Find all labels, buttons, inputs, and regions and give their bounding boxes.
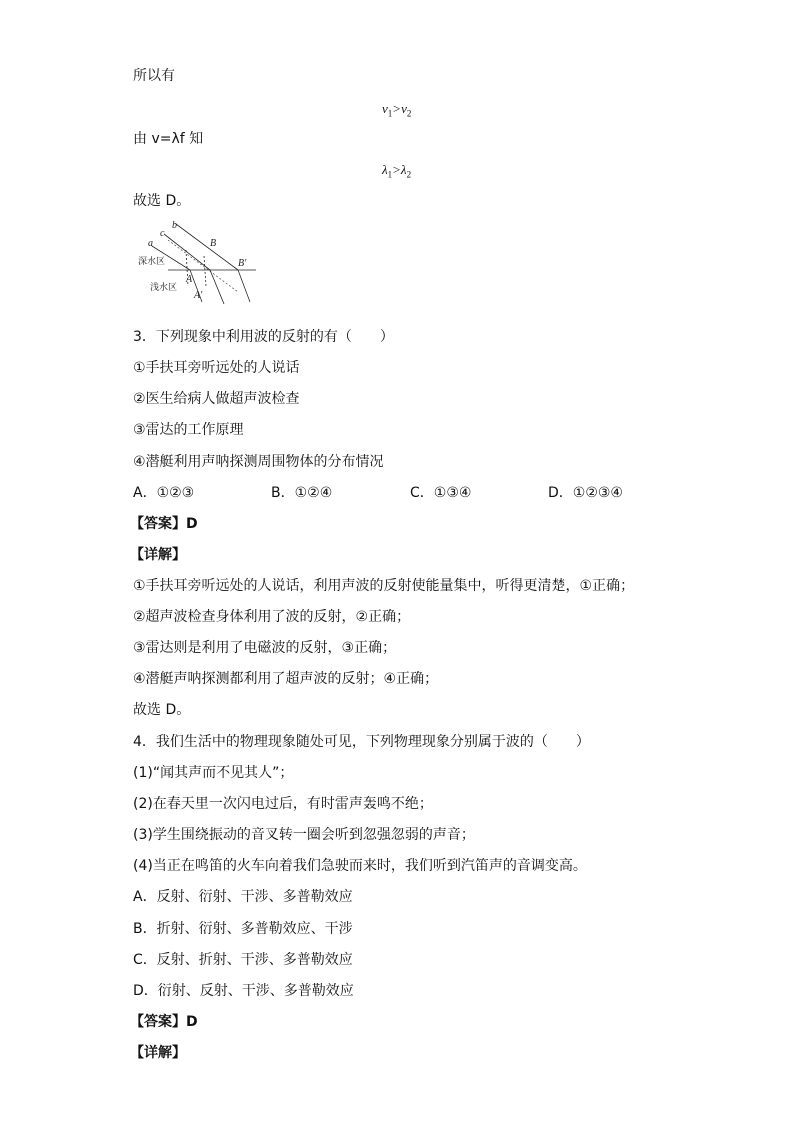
question-3-detail-line: ②超声波检查身体利用了波的反射，②正确； — [133, 609, 411, 625]
question-3-option-c: C．①③④ — [410, 485, 472, 501]
ray-label: c — [160, 228, 165, 239]
text-line: 由 v=λf 知 — [133, 131, 204, 147]
question-3-answer: 【答案】D — [130, 516, 198, 532]
point-label: A — [186, 274, 193, 285]
eq-symbol: v — [401, 101, 407, 116]
text-line: 所以有 — [133, 68, 175, 84]
question-3-item: ③雷达的工作原理 — [133, 422, 244, 438]
question-4-item: (2)在春天里一次闪电过后，有时雷声轰鸣不绝； — [133, 796, 433, 812]
shallow-water-label: 浅水区 — [150, 283, 178, 293]
normal-line — [204, 256, 206, 286]
refracted-ray-b — [238, 270, 250, 302]
eq-subscript: 2 — [406, 108, 412, 119]
question-4-option-c: C．反射、折射、干涉、多普勒效应 — [133, 952, 353, 968]
question-4-item: (1)“闻其声而不见其人”； — [133, 765, 294, 781]
ray-b — [176, 224, 238, 270]
question-3-option-b: B．①②④ — [271, 485, 333, 501]
question-4-option-b: B．折射、衍射、多普勒效应、干涉 — [133, 921, 353, 937]
eq-symbol: λ — [400, 162, 407, 177]
ray-c — [164, 234, 210, 270]
question-4-stem: 4．我们生活中的物理现象随处可见，下列物理现象分别属于波的（ ） — [133, 734, 590, 750]
refracted-ray-c — [210, 270, 224, 304]
eq-subscript: 1 — [387, 169, 393, 180]
ray-label: a — [148, 238, 153, 249]
question-4-item: (3)学生围绕振动的音叉转一圈会听到忽强忽弱的声音； — [133, 827, 475, 843]
question-3-detail-line: ④潜艇声呐探测都利用了超声波的反射；④正确； — [133, 671, 439, 687]
deep-water-label: 深水区 — [138, 257, 166, 267]
equation-velocity — [382, 100, 411, 123]
point-label: B — [210, 238, 217, 249]
eq-subscript: 2 — [406, 169, 412, 180]
question-4-item: (4)当正在鸣笛的火车向着我们急驶而来时，我们听到汽笛声的音调变高。 — [133, 858, 587, 874]
question-3-detail-line: 故选 D。 — [133, 702, 191, 718]
wave-refraction-figure — [138, 220, 264, 308]
question-4-answer: 【答案】D — [130, 1014, 198, 1030]
eq-operator: > — [392, 162, 401, 177]
question-3-option-d: D．①②③④ — [548, 485, 623, 501]
question-3-detail-line: ③雷达则是利用了电磁波的反射，③正确； — [133, 640, 397, 656]
question-3-option-a: A．①②③ — [133, 485, 195, 501]
question-3-detail-line: ①手扶耳旁听远处的人说话，利用声波的反射使能量集中，听得更清楚，①正确； — [133, 578, 635, 594]
question-3-item: ④潜艇利用声呐探测周围物体的分布情况 — [133, 454, 384, 470]
equation-wavelength — [382, 161, 411, 184]
question-4-option-a: A．反射、衍射、干涉、多普勒效应 — [133, 889, 353, 905]
question-4-option-d: D．衍射、反射、干涉、多普勒效应 — [133, 983, 354, 999]
eq-symbol: λ — [382, 162, 388, 177]
question-4-detail-label: 【详解】 — [130, 1045, 186, 1061]
question-3-detail-label: 【详解】 — [130, 547, 186, 563]
point-label: B' — [238, 258, 247, 269]
text-line: 故选 D。 — [133, 193, 191, 209]
point-label: A' — [194, 290, 203, 301]
eq-operator: > — [392, 101, 402, 116]
eq-symbol: v — [382, 101, 388, 116]
question-3-item: ①手扶耳旁听远处的人说话 — [133, 360, 300, 376]
wavefront-line — [168, 240, 238, 292]
eq-subscript: 1 — [387, 108, 393, 119]
question-3-stem: 3．下列现象中利用波的反射的有（ ） — [133, 329, 394, 345]
ray-label: b — [172, 220, 177, 231]
question-3-item: ②医生给病人做超声波检查 — [133, 391, 300, 407]
